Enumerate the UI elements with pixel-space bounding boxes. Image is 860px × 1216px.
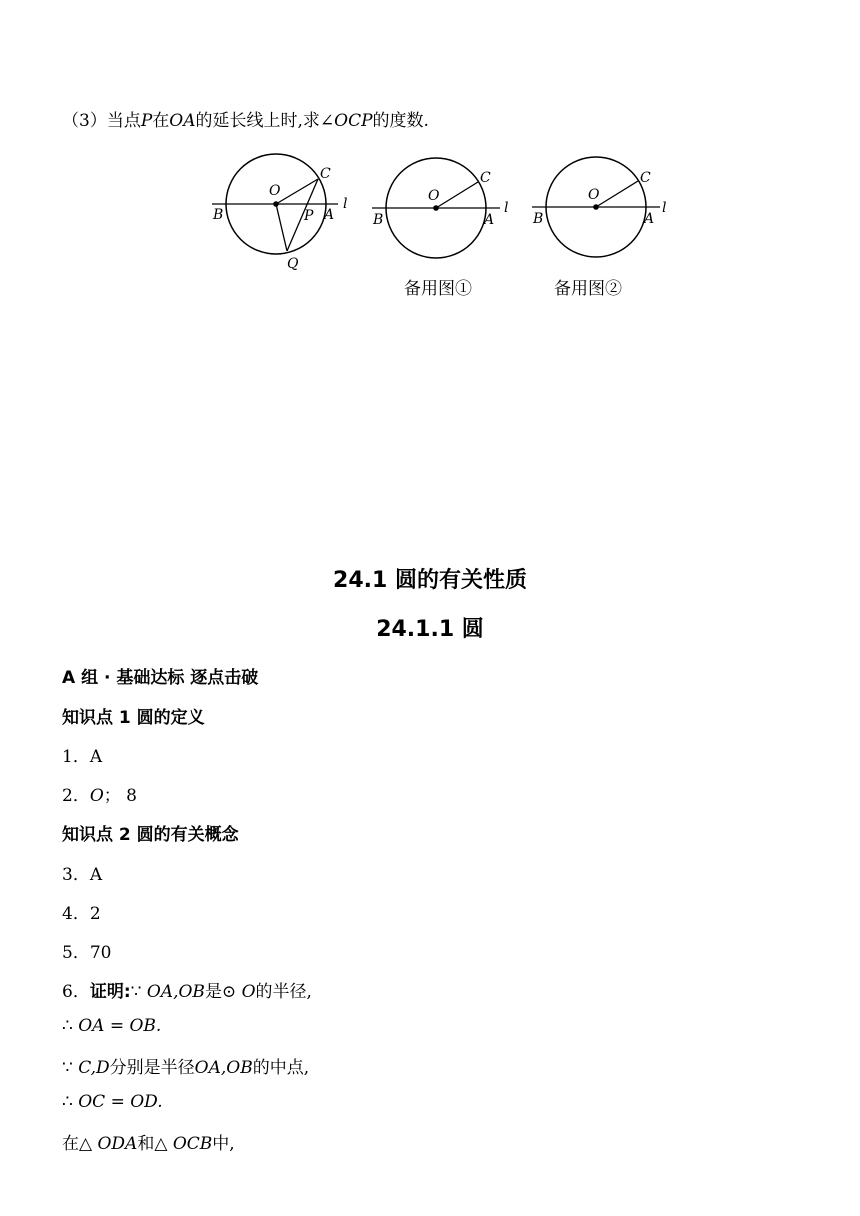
- proof-line-1: 6．证明:∵ OA,OB是⊙ O的半径,: [62, 982, 312, 1002]
- label-c: C: [320, 166, 331, 182]
- label-a: A: [644, 211, 655, 227]
- caption-spare-1: 备用图①: [404, 279, 472, 299]
- figure-spare-1: [372, 158, 508, 299]
- label-l: l: [504, 200, 509, 216]
- q3-segment-oa: OA: [169, 111, 196, 131]
- answer-4: 4．2: [62, 904, 101, 924]
- figure-main: [212, 154, 347, 272]
- q3-angle: ∠OCP: [319, 111, 373, 131]
- label-o: O: [428, 188, 440, 204]
- answer-3: 3．A: [62, 865, 103, 885]
- caption-spare-2: 备用图②: [554, 279, 622, 299]
- label-b: B: [373, 212, 384, 228]
- label-o: O: [588, 187, 600, 203]
- figure-spare-2: [532, 157, 666, 299]
- section-title: 24.1 圆的有关性质: [333, 568, 527, 593]
- knowledge-point-2: 知识点 2 圆的有关概念: [62, 825, 239, 845]
- q3-text: 在: [152, 111, 170, 131]
- answer-5: 5．70: [62, 943, 112, 963]
- q3-text: 的度数.: [372, 111, 429, 131]
- label-a: A: [324, 207, 335, 223]
- subsection-title: 24.1.1 圆: [376, 617, 484, 642]
- knowledge-point-1: 知识点 1 圆的定义: [62, 708, 205, 728]
- proof-line-4: ∴ OC = OD.: [62, 1092, 163, 1112]
- label-a: A: [484, 212, 495, 228]
- label-l: l: [343, 196, 348, 212]
- q3-text: （3）当点: [62, 111, 141, 131]
- label-o: O: [269, 183, 281, 199]
- label-c: C: [640, 170, 651, 186]
- proof-line-2: ∴ OA = OB.: [62, 1016, 162, 1036]
- label-b: B: [533, 211, 544, 227]
- q3-text: 的延长线上时,求: [195, 111, 320, 131]
- label-b: B: [213, 207, 224, 223]
- proof-line-3: ∵ C,D分别是半径OA,OB的中点,: [62, 1058, 310, 1078]
- label-p: P: [304, 208, 314, 224]
- answer-2: 2．O； 8: [62, 786, 137, 806]
- label-l: l: [662, 200, 667, 216]
- label-c: C: [480, 170, 491, 186]
- proof-line-5: 在△ ODA和△ OCB中,: [62, 1134, 235, 1154]
- geometry-figures: [0, 0, 860, 320]
- label-q: Q: [287, 256, 299, 272]
- answer-1: 1．A: [62, 747, 103, 767]
- q3-point-p: P: [140, 111, 153, 131]
- group-heading: A 组 · 基础达标 逐点击破: [62, 668, 259, 688]
